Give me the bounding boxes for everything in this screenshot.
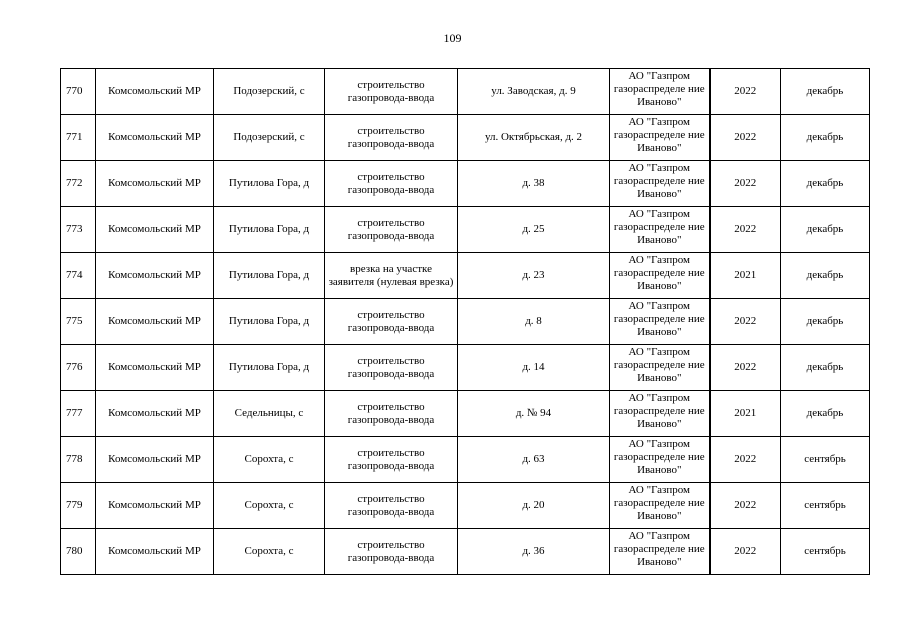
address-cell: д. 25 [458,207,610,253]
locality-cell: Сорохта, с [214,437,325,483]
row-number-cell: 780 [61,529,96,575]
year-cell: 2022 [710,483,781,529]
organization-cell: АО "Газпром газораспределе ние Иваново" [610,345,710,391]
locality-cell: Сорохта, с [214,483,325,529]
district-cell: Комсомольский МР [96,69,214,115]
work-type-cell: строительство газопровода-ввода [325,529,458,575]
district-cell: Комсомольский МР [96,345,214,391]
address-cell: д. 23 [458,253,610,299]
work-type-cell: строительство газопровода-ввода [325,437,458,483]
row-number-cell: 773 [61,207,96,253]
locality-cell: Седельницы, с [214,391,325,437]
address-cell: д. 36 [458,529,610,575]
table-row [61,299,870,345]
year-cell: 2022 [710,207,781,253]
address-cell: ул. Октябрьская, д. 2 [458,115,610,161]
organization-cell: АО "Газпром газораспределе ние Иваново" [610,161,710,207]
year-cell: 2022 [710,161,781,207]
month-cell: декабрь [781,207,870,253]
locality-cell: Путилова Гора, д [214,207,325,253]
organization-cell: АО "Газпром газораспределе ние Иваново" [610,299,710,345]
month-cell: декабрь [781,299,870,345]
address-cell: д. 14 [458,345,610,391]
month-cell: декабрь [781,253,870,299]
month-cell: сентябрь [781,437,870,483]
row-number-cell: 779 [61,483,96,529]
gas-connection-table [60,68,870,575]
work-type-cell: строительство газопровода-ввода [325,299,458,345]
table-row [61,483,870,529]
work-type-cell: строительство газопровода-ввода [325,69,458,115]
table-row [61,253,870,299]
district-cell: Комсомольский МР [96,207,214,253]
year-cell: 2022 [710,299,781,345]
table-row [61,207,870,253]
address-cell: д. 63 [458,437,610,483]
work-type-cell: строительство газопровода-ввода [325,483,458,529]
organization-cell: АО "Газпром газораспределе ние Иваново" [610,529,710,575]
district-cell: Комсомольский МР [96,529,214,575]
year-cell: 2022 [710,345,781,391]
address-cell: д. 8 [458,299,610,345]
work-type-cell: строительство газопровода-ввода [325,391,458,437]
table-row [61,391,870,437]
work-type-cell: строительство газопровода-ввода [325,115,458,161]
row-number-cell: 770 [61,69,96,115]
table-row [61,529,870,575]
locality-cell: Сорохта, с [214,529,325,575]
row-number-cell: 777 [61,391,96,437]
month-cell: декабрь [781,161,870,207]
locality-cell: Подозерский, с [214,69,325,115]
work-type-cell: строительство газопровода-ввода [325,161,458,207]
row-number-cell: 776 [61,345,96,391]
year-cell: 2022 [710,69,781,115]
address-cell: д. 38 [458,161,610,207]
district-cell: Комсомольский МР [96,437,214,483]
month-cell: декабрь [781,69,870,115]
table-row [61,69,870,115]
district-cell: Комсомольский МР [96,161,214,207]
work-type-cell: врезка на участке заявителя (нулевая врезка) [325,253,458,299]
year-cell: 2022 [710,529,781,575]
organization-cell: АО "Газпром газораспределе ние Иваново" [610,253,710,299]
row-number-cell: 774 [61,253,96,299]
table-row [61,161,870,207]
row-number-cell: 775 [61,299,96,345]
month-cell: сентябрь [781,529,870,575]
month-cell: сентябрь [781,483,870,529]
locality-cell: Подозерский, с [214,115,325,161]
address-cell: д. 20 [458,483,610,529]
organization-cell: АО "Газпром газораспределе ние Иваново" [610,437,710,483]
locality-cell: Путилова Гора, д [214,161,325,207]
year-cell: 2022 [710,437,781,483]
table-row [61,345,870,391]
district-cell: Комсомольский МР [96,483,214,529]
row-number-cell: 772 [61,161,96,207]
row-number-cell: 771 [61,115,96,161]
address-cell: д. № 94 [458,391,610,437]
table-row [61,115,870,161]
row-number-cell: 778 [61,437,96,483]
organization-cell: АО "Газпром газораспределе ние Иваново" [610,483,710,529]
page-number: 109 [443,31,462,45]
table-row [61,437,870,483]
district-cell: Комсомольский МР [96,115,214,161]
month-cell: декабрь [781,115,870,161]
year-cell: 2021 [710,253,781,299]
month-cell: декабрь [781,345,870,391]
district-cell: Комсомольский МР [96,253,214,299]
district-cell: Комсомольский МР [96,299,214,345]
work-type-cell: строительство газопровода-ввода [325,207,458,253]
year-cell: 2021 [710,391,781,437]
locality-cell: Путилова Гора, д [214,253,325,299]
address-cell: ул. Заводская, д. 9 [458,69,610,115]
year-cell: 2022 [710,115,781,161]
organization-cell: АО "Газпром газораспределе ние Иваново" [610,391,710,437]
locality-cell: Путилова Гора, д [214,345,325,391]
district-cell: Комсомольский МР [96,391,214,437]
month-cell: декабрь [781,391,870,437]
organization-cell: АО "Газпром газораспределе ние Иваново" [610,207,710,253]
locality-cell: Путилова Гора, д [214,299,325,345]
work-type-cell: строительство газопровода-ввода [325,345,458,391]
organization-cell: АО "Газпром газораспределе ние Иваново" [610,115,710,161]
organization-cell: АО "Газпром газораспределе ние Иваново" [610,69,710,115]
